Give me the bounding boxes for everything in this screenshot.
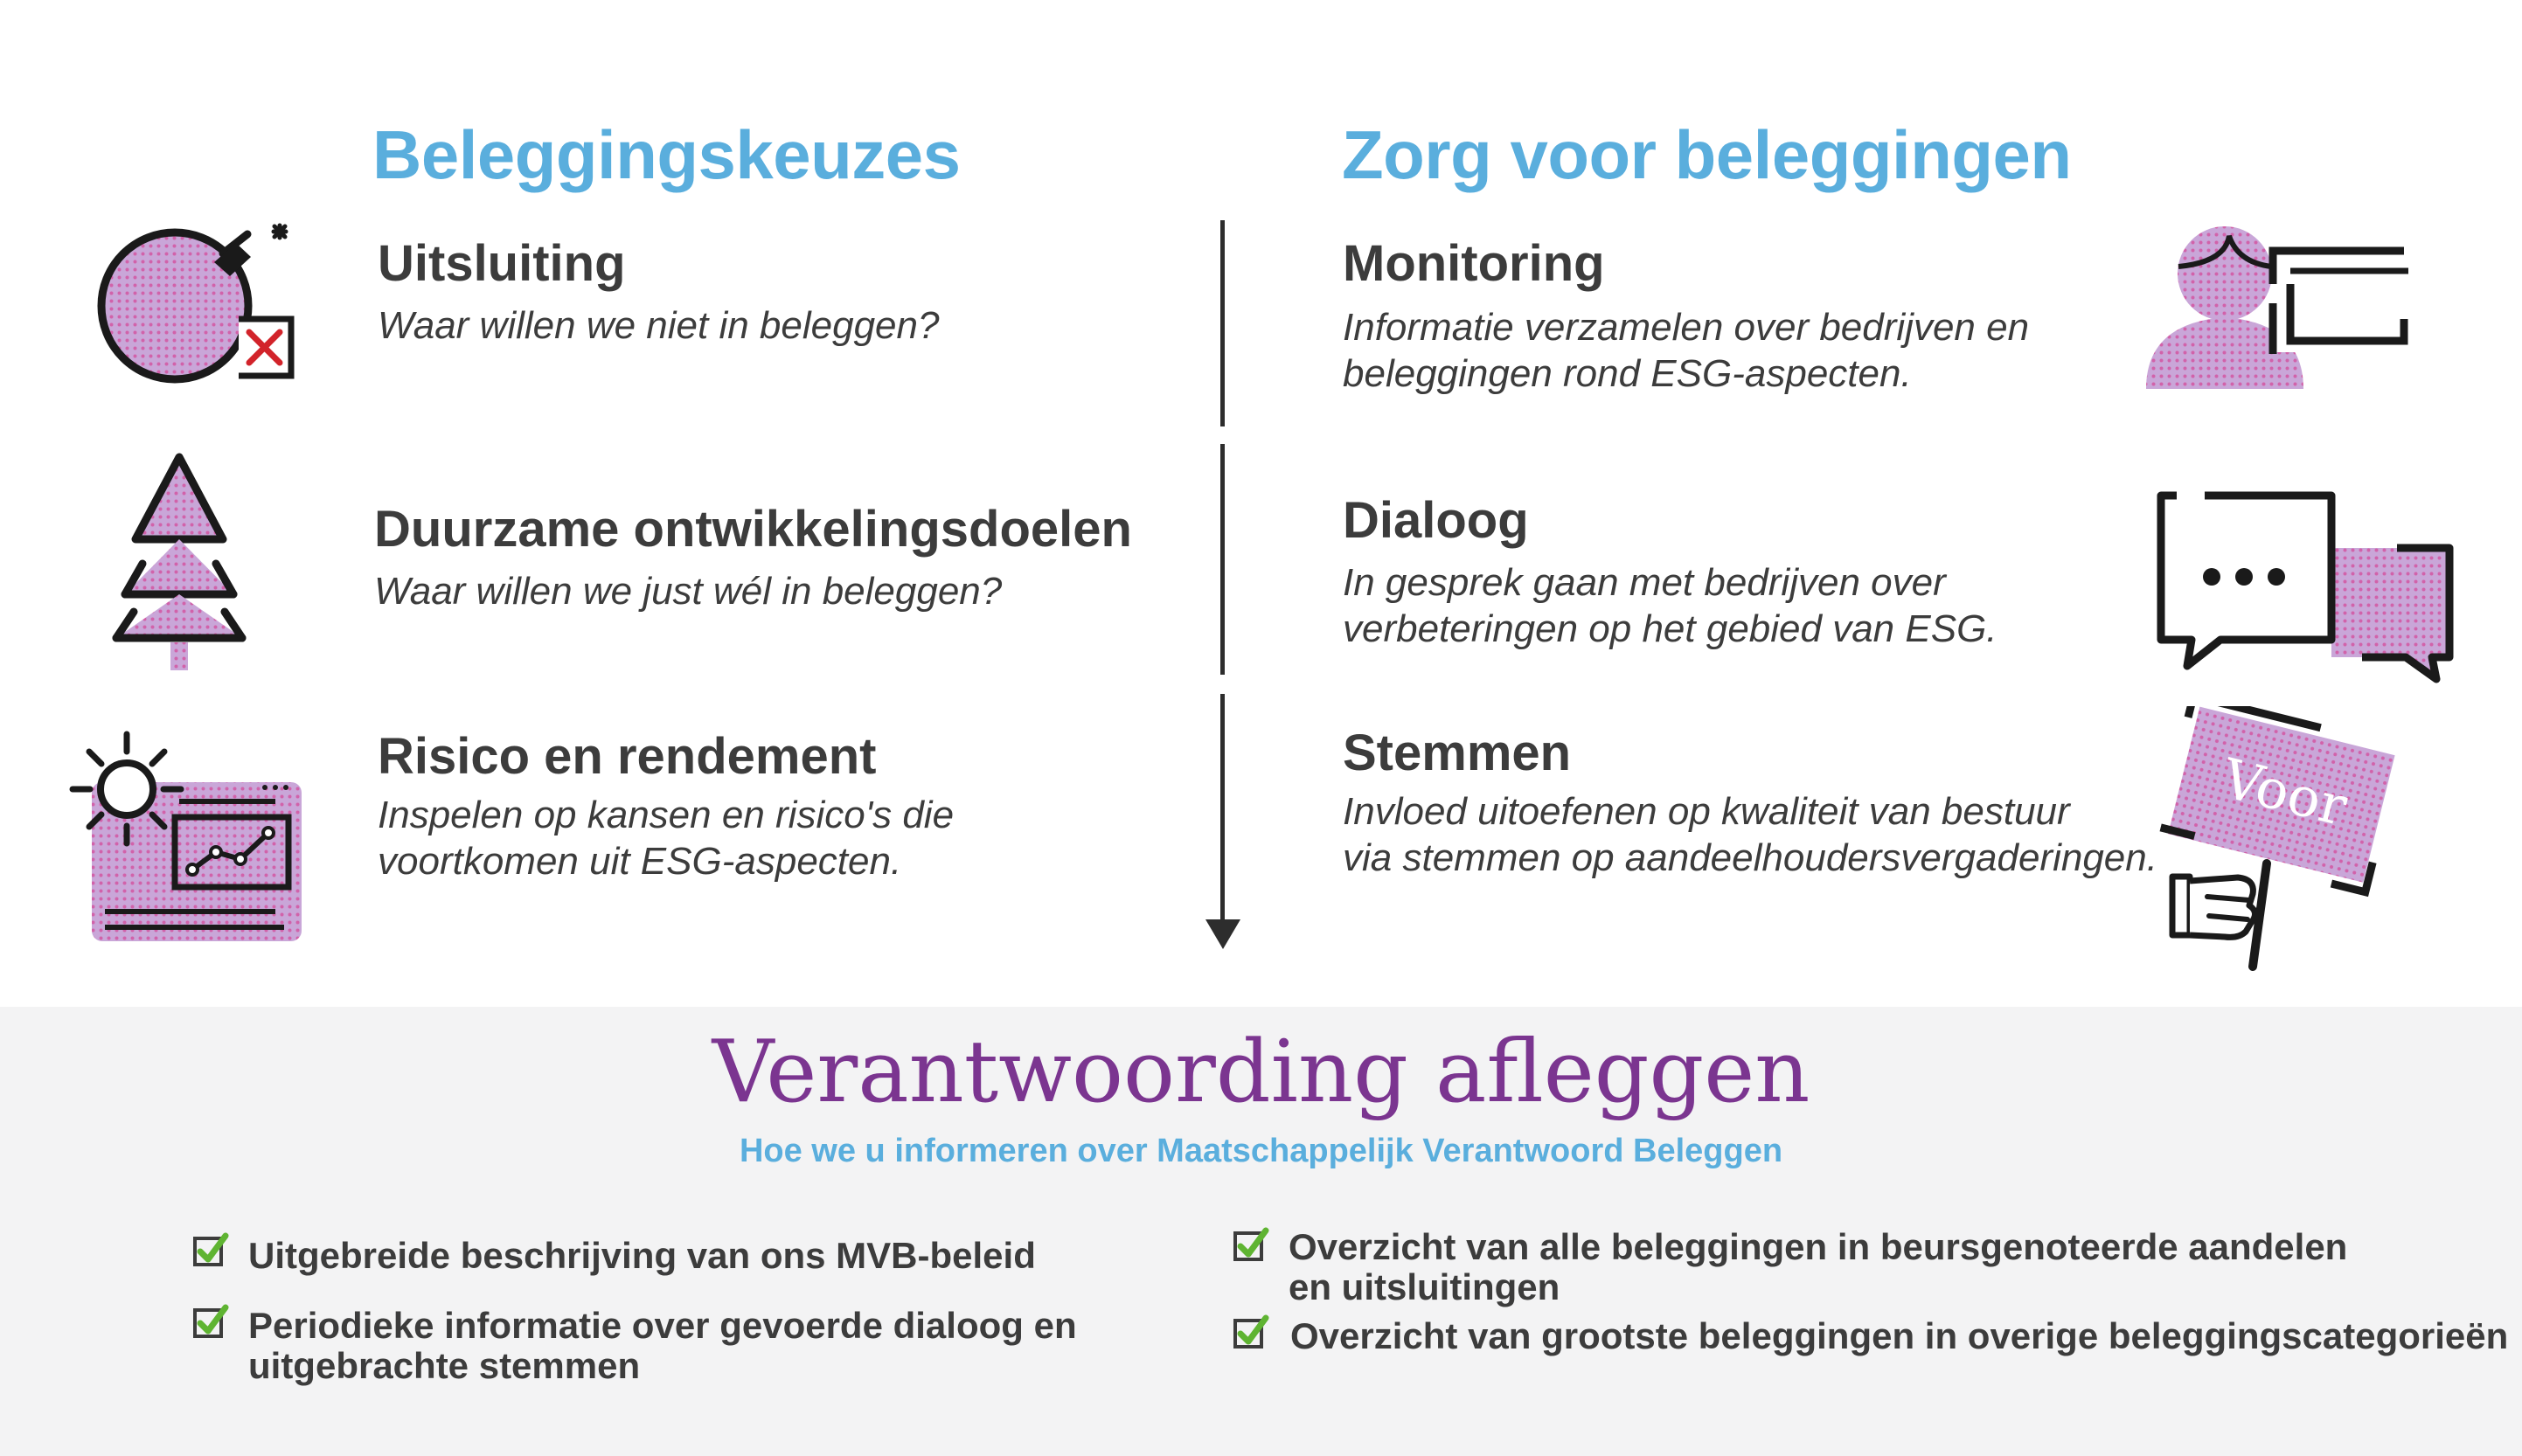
check-item-line: en uitsluitingen (1289, 1266, 1560, 1307)
item-desc-dialoog-line-1: In gesprek gaan met bedrijven over (1343, 561, 1946, 604)
item-desc-stemmen-line-2: via stemmen op aandeelhoudersvergaderingen. (1343, 836, 2157, 879)
check-item-line: Overzicht van alle beleggingen in beursgenoteerde aandelen (1289, 1226, 2348, 1267)
bomb-icon (92, 218, 302, 389)
item-desc-risico (378, 792, 954, 884)
item-desc-risico-line-2: voortkomen uit ESG-aspecten. (378, 840, 902, 883)
checkbox-icon (1233, 1227, 1269, 1268)
right-section-title: Zorg voor beleggingen (1342, 116, 2072, 193)
check-item-line: Periodieke informatie over gevoerde dialoog en (248, 1305, 1077, 1346)
check-item-overige-categorieen (1290, 1316, 2508, 1356)
item-desc-sdg: Waar willen we just wél in beleggen? (374, 570, 1003, 613)
check-item-line: uitgebrachte stemmen (248, 1345, 641, 1386)
item-desc-uitsluiting: Waar willen we niet in beleggen? (378, 304, 940, 347)
checkbox-icon (192, 1304, 229, 1345)
item-desc-monitoring-line-1: Informatie verzamelen over bedrijven en (1343, 306, 2030, 349)
check-item-line: Overzicht van grootste beleggingen in overige beleggingscategorieën (1290, 1315, 2509, 1356)
divider-segment-1 (1220, 220, 1225, 426)
tree-icon (109, 450, 249, 673)
item-desc-dialoog (1343, 559, 1997, 652)
item-desc-dialoog-line-2: verbeteringen op het gebied van ESG. (1343, 607, 1997, 650)
vote-sign-icon (2155, 706, 2400, 973)
divider-segment-3 (1220, 694, 1225, 926)
checkbox-icon (192, 1232, 229, 1273)
item-desc-risico-line-1: Inspelen op kansen en risico's die (378, 794, 955, 836)
band-subtitle: Hoe we u informeren over Maatschappelijk Verantwoord Beleggen (739, 1133, 1783, 1169)
left-section-title: Beleggingskeuzes (372, 116, 961, 193)
vote-sign-text: Voor (2216, 745, 2353, 839)
person-screen-icon (2142, 223, 2421, 398)
item-title-uitsluiting: Uitsluiting (378, 235, 626, 292)
item-title-risico: Risico en rendement (378, 728, 877, 785)
item-desc-monitoring-line-2: beleggingen rond ESG-aspecten. (1343, 352, 1912, 395)
item-title-sdg: Duurzame ontwikkelingsdoelen (374, 501, 1132, 558)
chat-bubbles-icon (2152, 491, 2458, 688)
check-item-beursgenoteerd (1289, 1227, 2347, 1307)
item-desc-monitoring (1343, 304, 2029, 397)
item-title-monitoring: Monitoring (1343, 235, 1605, 292)
check-item-line: Uitgebreide beschrijving van ons MVB-beleid (248, 1235, 1036, 1276)
band-title: Verantwoording afleggen (712, 1023, 1810, 1122)
item-desc-stemmen (1343, 788, 2157, 881)
item-title-stemmen: Stemmen (1343, 725, 1572, 781)
arrow-down-icon (1205, 919, 1240, 953)
checkbox-icon (1233, 1314, 1269, 1355)
sun-chart-icon (66, 730, 306, 948)
item-desc-stemmen-line-1: Invloed uitoefenen op kwaliteit van bestuur (1343, 790, 2070, 833)
item-title-dialoog: Dialoog (1343, 492, 1529, 549)
check-item-dialoog-stemmen (248, 1306, 1077, 1386)
check-item-mvb-beleid (248, 1236, 1036, 1276)
divider-segment-2 (1220, 444, 1225, 675)
